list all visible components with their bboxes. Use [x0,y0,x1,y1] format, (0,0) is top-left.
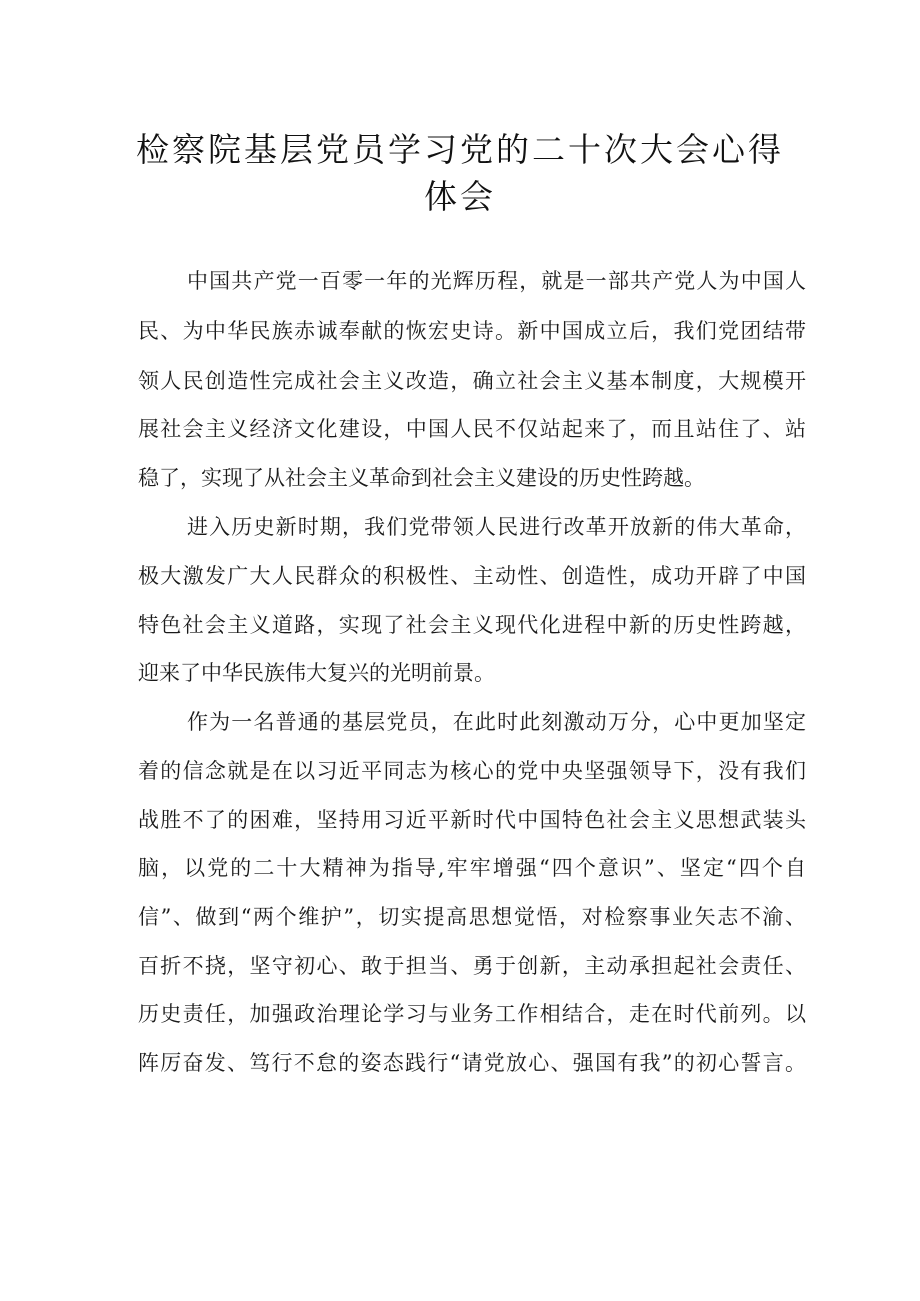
paragraph-line: 百折不挠，坚守初心、敢于担当、勇于创新，主动承担起社会责任、 [138,954,806,978]
paragraph-line: 展社会主义经济文化建设，中国人民不仅站起来了，而且站住了、站 [138,417,806,441]
paragraph-line: 进入历史新时期，我们党带领人民进行改革开放新的伟大革命， [187,515,806,539]
paragraph-line: 阵厉奋发、笃行不怠的姿态践行“请党放心、强国有我”的初心誓言。 [138,1051,806,1075]
paragraph-line: 历史责任，加强政治理论学习与业务工作相结合，走在时代前列。以 [138,1002,806,1026]
paragraph-line: 脑，以党的二十大精神为指导,牢牢增强“四个意识”、坚定“四个自 [138,856,806,880]
title-line-2: 体会 [424,177,496,216]
title-line-1: 检察院基层党员学习党的二十次大会心得 [136,130,784,169]
paragraph-line: 作为一名普通的基层党员，在此时此刻激动万分，心中更加坚定 [187,710,806,734]
paragraph-line: 迎来了中华民族伟大复兴的光明前景。 [138,661,495,685]
paragraph-line: 战胜不了的困难，坚持用习近平新时代中国特色社会主义思想武装头 [138,808,806,832]
paragraph-line: 极大激发广大人民群众的积极性、主动性、创造性，成功开辟了中国 [138,564,806,588]
paragraph-line: 中国共产党一百零一年的光辉历程，就是一部共产党人为中国人 [187,269,806,293]
paragraph-line: 稳了，实现了从社会主义革命到社会主义建设的历史性跨越。 [138,466,705,490]
paragraph-line: 领人民创造性完成社会主义改造，确立社会主义基本制度，大规模开 [138,369,806,393]
paragraph-line: 民、为中华民族赤诚奉献的恢宏史诗。新中国成立后，我们党团结带 [138,319,806,343]
paragraph-line: 特色社会主义道路，实现了社会主义现代化进程中新的历史性跨越， [138,613,806,637]
paragraph-line: 信”、做到“两个维护”，切实提高思想觉悟，对检察事业矢志不渝、 [138,905,806,929]
paragraph-line: 着的信念就是在以习近平同志为核心的党中央坚强领导下，没有我们 [138,759,806,783]
